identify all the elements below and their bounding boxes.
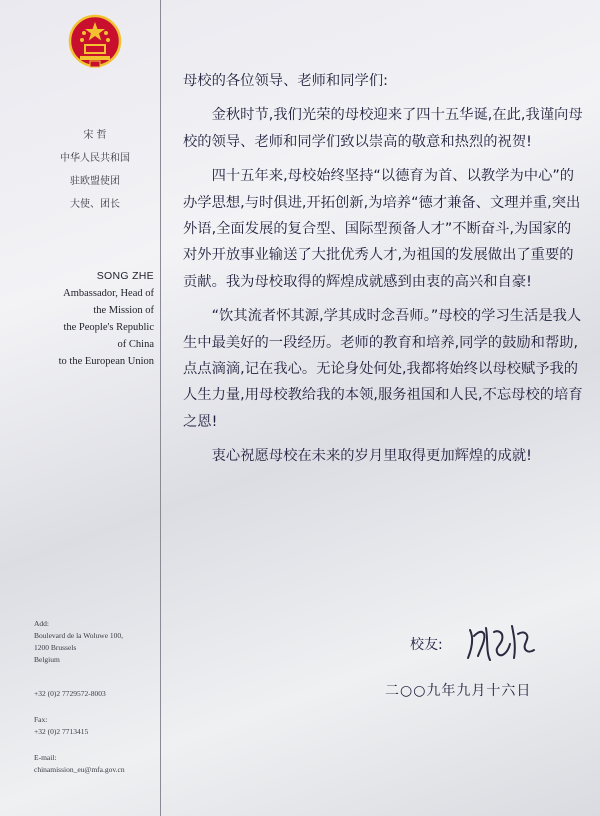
contact-block	[34, 618, 158, 776]
cn-line: 中华人民共和国	[60, 153, 130, 164]
letter-body	[183, 68, 583, 478]
address-line: Belgium	[34, 655, 60, 664]
paragraph: 金秋时节,我们光荣的母校迎来了四十五华诞,在此,我谨向母校的领导、老师和同学们致以崇高的敬意和热烈的祝贺!	[183, 107, 583, 150]
cn-line: 大使、团长	[70, 199, 120, 210]
en-line: the Mission of	[93, 305, 154, 316]
letter-date: 二○○九年九月十六日	[385, 683, 532, 699]
fax-label: Fax:	[34, 715, 48, 724]
letterhead-sidebar	[0, 0, 161, 816]
ambassador-chinese-title	[40, 124, 150, 216]
greeting: 母校的各位领导、老师和同学们:	[183, 73, 388, 89]
en-line: to the European Union	[58, 356, 154, 367]
ambassador-name: SONG ZHE	[96, 270, 154, 282]
en-line: the People's Republic	[63, 322, 154, 333]
national-emblem-icon	[68, 14, 122, 70]
cn-line: 驻欧盟使团	[70, 176, 120, 187]
paragraph: 四十五年来,母校始终坚持“以德育为首、以教学为中心”的办学思想,与时俱进,开拓创新,为培养“德才兼备、文理并重,突出外语,全面发展的复合型、国际型预备人才”不断奋斗,为国家的对外开放事业输送了大批优秀人才,为祖国的发展做出了重要的贡献。我为母校取得的辉煌成就感到由衷的高兴和自豪!	[183, 168, 581, 290]
paragraph: 衷心祝愿母校在未来的岁月里取得更加辉煌的成就!	[211, 448, 532, 465]
fax-number: +32 (0)2 7713415	[34, 727, 89, 736]
address-line: 1200 Brussels	[34, 643, 77, 652]
phone-number: +32 (0)2 7729572-8003	[34, 689, 106, 698]
cn-line: 宋 哲	[83, 130, 107, 141]
address-label: Add:	[34, 619, 49, 628]
email-address: chinamission_eu@mfa.gov.cn	[34, 765, 125, 774]
alumnus-label: 校友:	[410, 637, 443, 653]
ambassador-english-title	[4, 268, 154, 370]
en-line: of China	[117, 339, 154, 350]
paragraph: “饮其流者怀其源,学其成时念吾师。”母校的学习生活是我人生中最美好的一段经历。老师的教育和培养,同学的鼓励和帮助,点点滴滴,记在我心。无论身处何处,我都将始终以母校赋予我的人生力量,用母校教给我的本领,服务祖国和人民,不忘母校的培育之恩!	[183, 308, 583, 430]
handwritten-signature-icon	[464, 620, 544, 664]
en-line: Ambassador, Head of	[63, 288, 154, 299]
address-line: Boulevard de la Woluwe 100,	[34, 631, 124, 640]
email-label: E-mail:	[34, 753, 57, 762]
